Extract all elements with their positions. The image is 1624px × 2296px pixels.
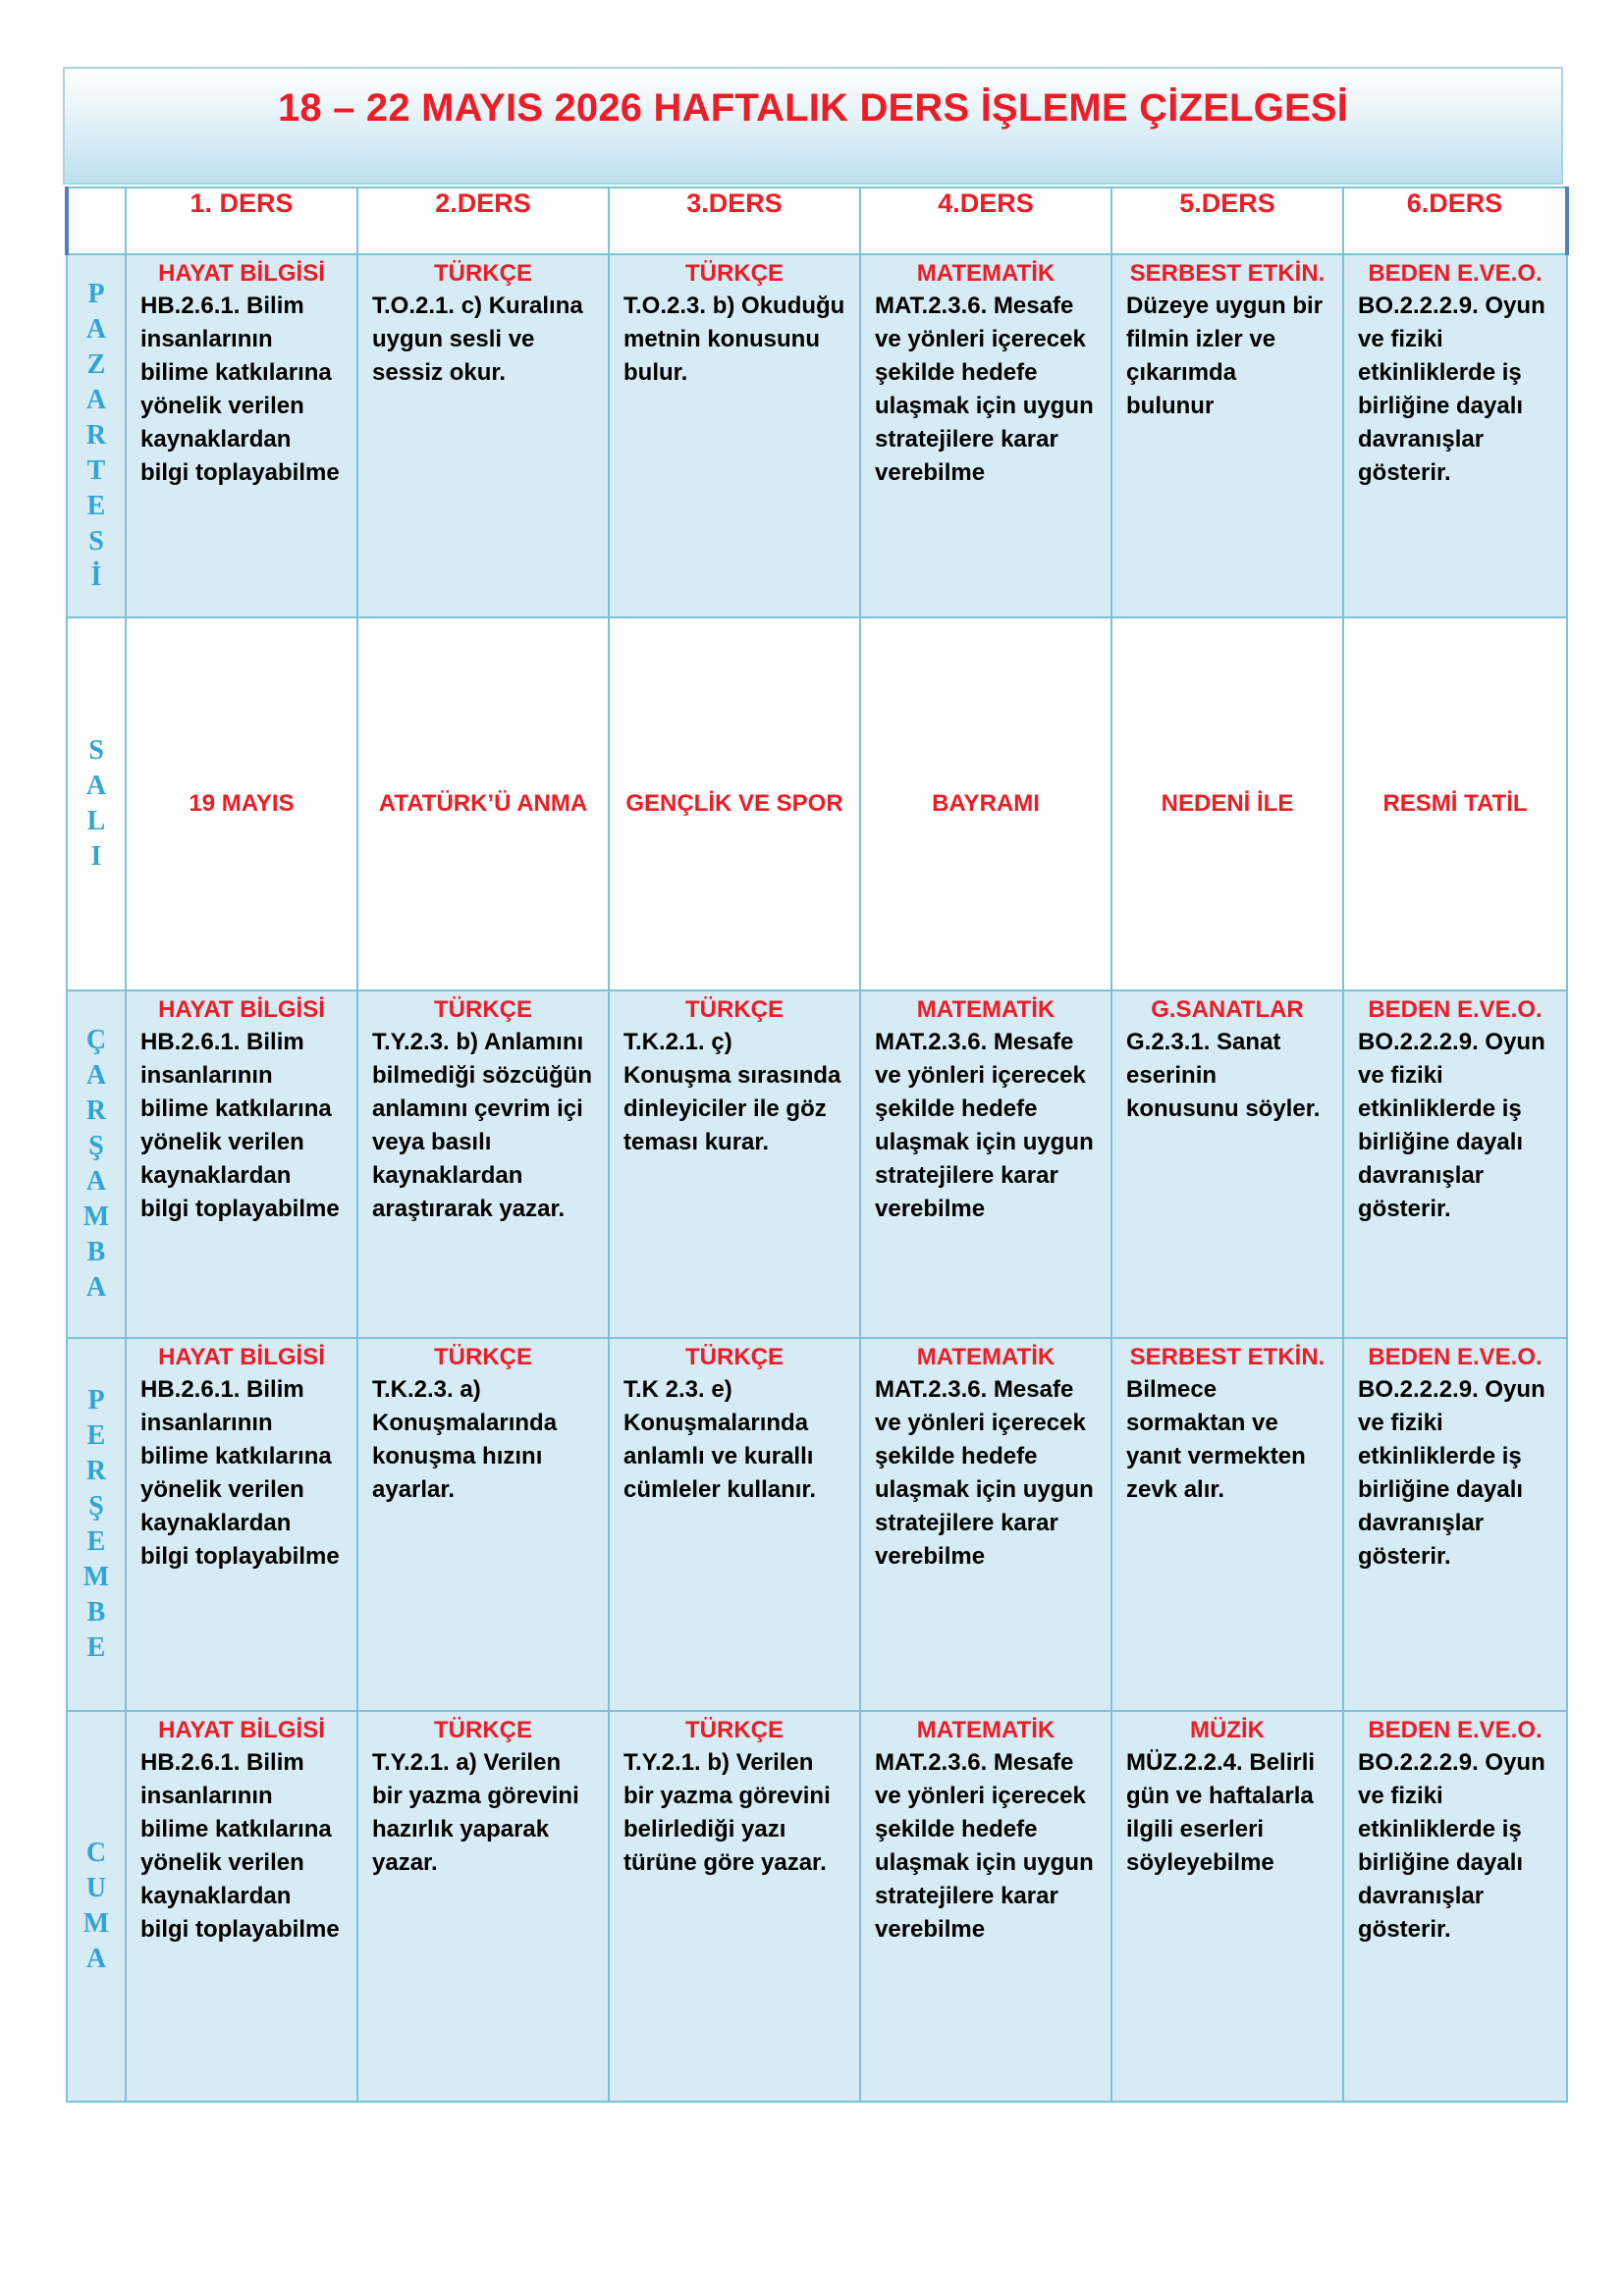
lesson-cell	[609, 1338, 860, 1711]
day-name	[68, 1023, 125, 1306]
title-banner	[63, 67, 1563, 185]
day-row	[67, 1711, 1567, 2102]
lesson-cell	[357, 254, 609, 617]
day-letter: R	[85, 1095, 107, 1126]
day-label-cell	[67, 617, 126, 990]
day-letter: B	[86, 1237, 106, 1267]
subject-label: HAYAT BİLGİSİ	[158, 260, 325, 287]
day-letter: İ	[90, 561, 102, 592]
subject-label: TÜRKÇE	[685, 260, 784, 287]
page-title: 18 – 22 MAYIS 2026 HAFTALIK DERS İŞLEME ÇİZELGESİ	[277, 86, 1349, 130]
subject-label: TÜRKÇE	[434, 1717, 532, 1743]
objective-text: Bilmece sormaktan ve yanıt vermekten zevk alır.	[1126, 1376, 1306, 1503]
holiday-cell: ATATÜRK’Ü ANMA	[357, 617, 609, 990]
subject-label: TÜRKÇE	[434, 260, 532, 287]
subject-label: SERBEST ETKİN.	[1129, 1344, 1326, 1370]
objective-text: T.K.2.1. ç) Konuşma sırasında dinleyiciler ile göz teması kurar.	[623, 1029, 841, 1155]
subject-label: HAYAT BİLGİSİ	[158, 1344, 325, 1370]
subject-label: TÜRKÇE	[685, 996, 784, 1023]
objective-text: MAT.2.3.6. Mesafe ve yönleri içerecek şekilde hedefe ulaşmak için uygun stratejilere karar verebilme	[875, 1376, 1094, 1570]
subject-label: BEDEN E.VE.O.	[1368, 1344, 1543, 1370]
lesson-cell	[860, 990, 1111, 1338]
day-name	[68, 1383, 125, 1666]
day-name	[68, 277, 125, 595]
objective-text: T.Y.2.3. b) Anlamını bilmediği sözcüğün anlamını çevrim içi veya basılı kaynaklardan araştırarak yazar.	[372, 1029, 593, 1222]
subject-label: TÜRKÇE	[434, 996, 532, 1023]
subject-label: BEDEN E.VE.O.	[1368, 260, 1543, 287]
header-cell: 6.DERS	[1343, 187, 1567, 254]
day-letter: U	[85, 1873, 107, 1903]
subject-label: SERBEST ETKİN.	[1129, 260, 1326, 287]
day-letter: Ş	[88, 1491, 104, 1522]
day-letter: P	[87, 1385, 105, 1415]
day-letter: M	[82, 1908, 110, 1939]
subject-label: TÜRKÇE	[685, 1344, 784, 1370]
header-cell: 2.DERS	[357, 187, 609, 254]
holiday-cell: RESMİ TATİL	[1343, 617, 1567, 990]
objective-text: BO.2.2.2.9. Oyun ve fiziki etkinliklerde iş birliğine dayalı davranışlar gösterir.	[1358, 1029, 1545, 1222]
lesson-cell	[357, 990, 609, 1338]
day-letter: E	[86, 1632, 106, 1663]
subject-label: MATEMATİK	[916, 996, 1056, 1023]
day-row	[67, 990, 1567, 1338]
day-letter: L	[86, 806, 106, 836]
subject-label: MATEMATİK	[916, 1717, 1056, 1743]
day-label-cell	[67, 254, 126, 617]
objective-text: MÜZ.2.2.4. Belirli gün ve haftalarla ilgili eserleri söyleyebilme	[1126, 1749, 1316, 1876]
lesson-cell	[126, 1338, 357, 1711]
objective-text: T.K.2.3. a) Konuşmalarında konuşma hızını ayarlar.	[372, 1376, 558, 1503]
header-cell: 5.DERS	[1111, 187, 1343, 254]
lesson-cell	[1343, 254, 1567, 617]
day-name	[68, 1836, 125, 1977]
subject-label: BEDEN E.VE.O.	[1368, 1717, 1543, 1743]
lesson-cell	[126, 1711, 357, 2102]
day-letter: C	[85, 1838, 107, 1868]
day-letter: A	[85, 1272, 107, 1303]
objective-text: Düzeye uygun bir filmin izler ve çıkarımda bulunur	[1126, 293, 1324, 419]
day-letter: R	[85, 420, 107, 451]
objective-text: HB.2.6.1. Bilim insanlarının bilime katkılarına yönelik verilen kaynaklardan bilgi toplayabilme	[140, 293, 340, 486]
subject-label: G.SANATLAR	[1151, 996, 1304, 1023]
lesson-cell	[860, 254, 1111, 617]
subject-label: HAYAT BİLGİSİ	[158, 996, 325, 1023]
day-letter: A	[85, 1166, 107, 1197]
lesson-cell	[609, 1711, 860, 2102]
lesson-cell	[1111, 1338, 1343, 1711]
day-letter: A	[85, 771, 107, 801]
day-letter: A	[85, 385, 107, 415]
holiday-cell: GENÇLİK VE SPOR	[609, 617, 860, 990]
day-label-cell	[67, 990, 126, 1338]
day-letter: S	[88, 735, 104, 766]
day-letter: A	[85, 1944, 107, 1974]
objective-text: T.Y.2.1. b) Verilen bir yazma görevini belirlediği yazı türüne göre yazar.	[623, 1749, 831, 1876]
subject-label: TÜRKÇE	[685, 1717, 784, 1743]
objective-text: BO.2.2.2.9. Oyun ve fiziki etkinliklerde iş birliğine dayalı davranışlar gösterir.	[1358, 293, 1545, 486]
day-letter: A	[85, 314, 107, 345]
lesson-cell	[1111, 254, 1343, 617]
day-letter: E	[86, 1420, 106, 1451]
header-cell: 4.DERS	[860, 187, 1111, 254]
lesson-cell	[1343, 1338, 1567, 1711]
lesson-cell	[1111, 1711, 1343, 2102]
holiday-cell: NEDENİ İLE	[1111, 617, 1343, 990]
subject-label: MATEMATİK	[916, 1344, 1056, 1370]
lesson-cell	[1111, 990, 1343, 1338]
day-label-cell	[67, 1338, 126, 1711]
header-row	[67, 187, 1567, 254]
lesson-cell	[1343, 990, 1567, 1338]
day-label-cell	[67, 1711, 126, 2102]
day-row	[67, 617, 1567, 990]
subject-label: MATEMATİK	[916, 260, 1056, 287]
lesson-cell	[357, 1711, 609, 2102]
objective-text: HB.2.6.1. Bilim insanlarının bilime katkılarına yönelik verilen kaynaklardan bilgi toplayabilme	[140, 1029, 340, 1222]
objective-text: MAT.2.3.6. Mesafe ve yönleri içerecek şekilde hedefe ulaşmak için uygun stratejilere karar verebilme	[875, 1029, 1094, 1222]
lesson-cell	[126, 990, 357, 1338]
subject-label: TÜRKÇE	[434, 1344, 532, 1370]
day-letter: Ş	[88, 1131, 104, 1161]
day-row	[67, 1338, 1567, 1711]
day-letter: M	[82, 1201, 110, 1232]
subject-label: MÜZİK	[1190, 1717, 1265, 1743]
day-letter: Ç	[85, 1025, 107, 1055]
day-letter: T	[86, 455, 106, 486]
day-letter: Z	[86, 349, 106, 380]
objective-text: T.O.2.1. c) Kuralına uygun sesli ve sessiz okur.	[372, 293, 583, 386]
corner-cell	[67, 187, 126, 254]
day-letter: B	[86, 1597, 106, 1628]
objective-text: T.K 2.3. e) Konuşmalarında anlamlı ve kurallı cümleler kullanır.	[623, 1376, 817, 1503]
lesson-cell	[609, 990, 860, 1338]
header-cell: 1. DERS	[126, 187, 357, 254]
objective-text: MAT.2.3.6. Mesafe ve yönleri içerecek şekilde hedefe ulaşmak için uygun stratejilere karar verebilme	[875, 1749, 1094, 1943]
subject-label: BEDEN E.VE.O.	[1368, 996, 1543, 1023]
header-cell: 3.DERS	[609, 187, 860, 254]
holiday-cell: 19 MAYIS	[126, 617, 357, 990]
objective-text: MAT.2.3.6. Mesafe ve yönleri içerecek şekilde hedefe ulaşmak için uygun stratejilere karar verebilme	[875, 293, 1094, 486]
subject-label: HAYAT BİLGİSİ	[158, 1717, 325, 1743]
day-letter: I	[90, 841, 102, 872]
day-letter: P	[87, 279, 105, 309]
day-letter: M	[82, 1562, 110, 1592]
objective-text: T.Y.2.1. a) Verilen bir yazma görevini hazırlık yaparak yazar.	[372, 1749, 579, 1876]
lesson-cell	[357, 1338, 609, 1711]
objective-text: HB.2.6.1. Bilim insanlarının bilime katkılarına yönelik verilen kaynaklardan bilgi toplayabilme	[140, 1749, 340, 1943]
schedule-table	[65, 187, 1569, 2103]
objective-text: BO.2.2.2.9. Oyun ve fiziki etkinliklerde iş birliğine dayalı davranışlar gösterir.	[1358, 1376, 1545, 1570]
day-letter: A	[85, 1060, 107, 1091]
holiday-cell: BAYRAMI	[860, 617, 1111, 990]
day-letter: E	[86, 491, 106, 521]
lesson-cell	[126, 254, 357, 617]
objective-text: BO.2.2.2.9. Oyun ve fiziki etkinliklerde iş birliğine dayalı davranışlar gösterir.	[1358, 1749, 1545, 1943]
lesson-cell	[860, 1711, 1111, 2102]
day-letter: E	[86, 1526, 106, 1557]
day-name	[68, 733, 125, 875]
lesson-cell	[609, 254, 860, 617]
lesson-cell	[860, 1338, 1111, 1711]
lesson-cell	[1343, 1711, 1567, 2102]
day-letter: S	[88, 526, 104, 557]
objective-text: T.O.2.3. b) Okuduğu metnin konusunu bulur.	[623, 293, 845, 386]
objective-text: G.2.3.1. Sanat eserinin konusunu söyler.	[1126, 1029, 1321, 1122]
objective-text: HB.2.6.1. Bilim insanlarının bilime katkılarına yönelik verilen kaynaklardan bilgi toplayabilme	[140, 1376, 340, 1570]
day-row	[67, 254, 1567, 617]
day-letter: R	[85, 1456, 107, 1486]
